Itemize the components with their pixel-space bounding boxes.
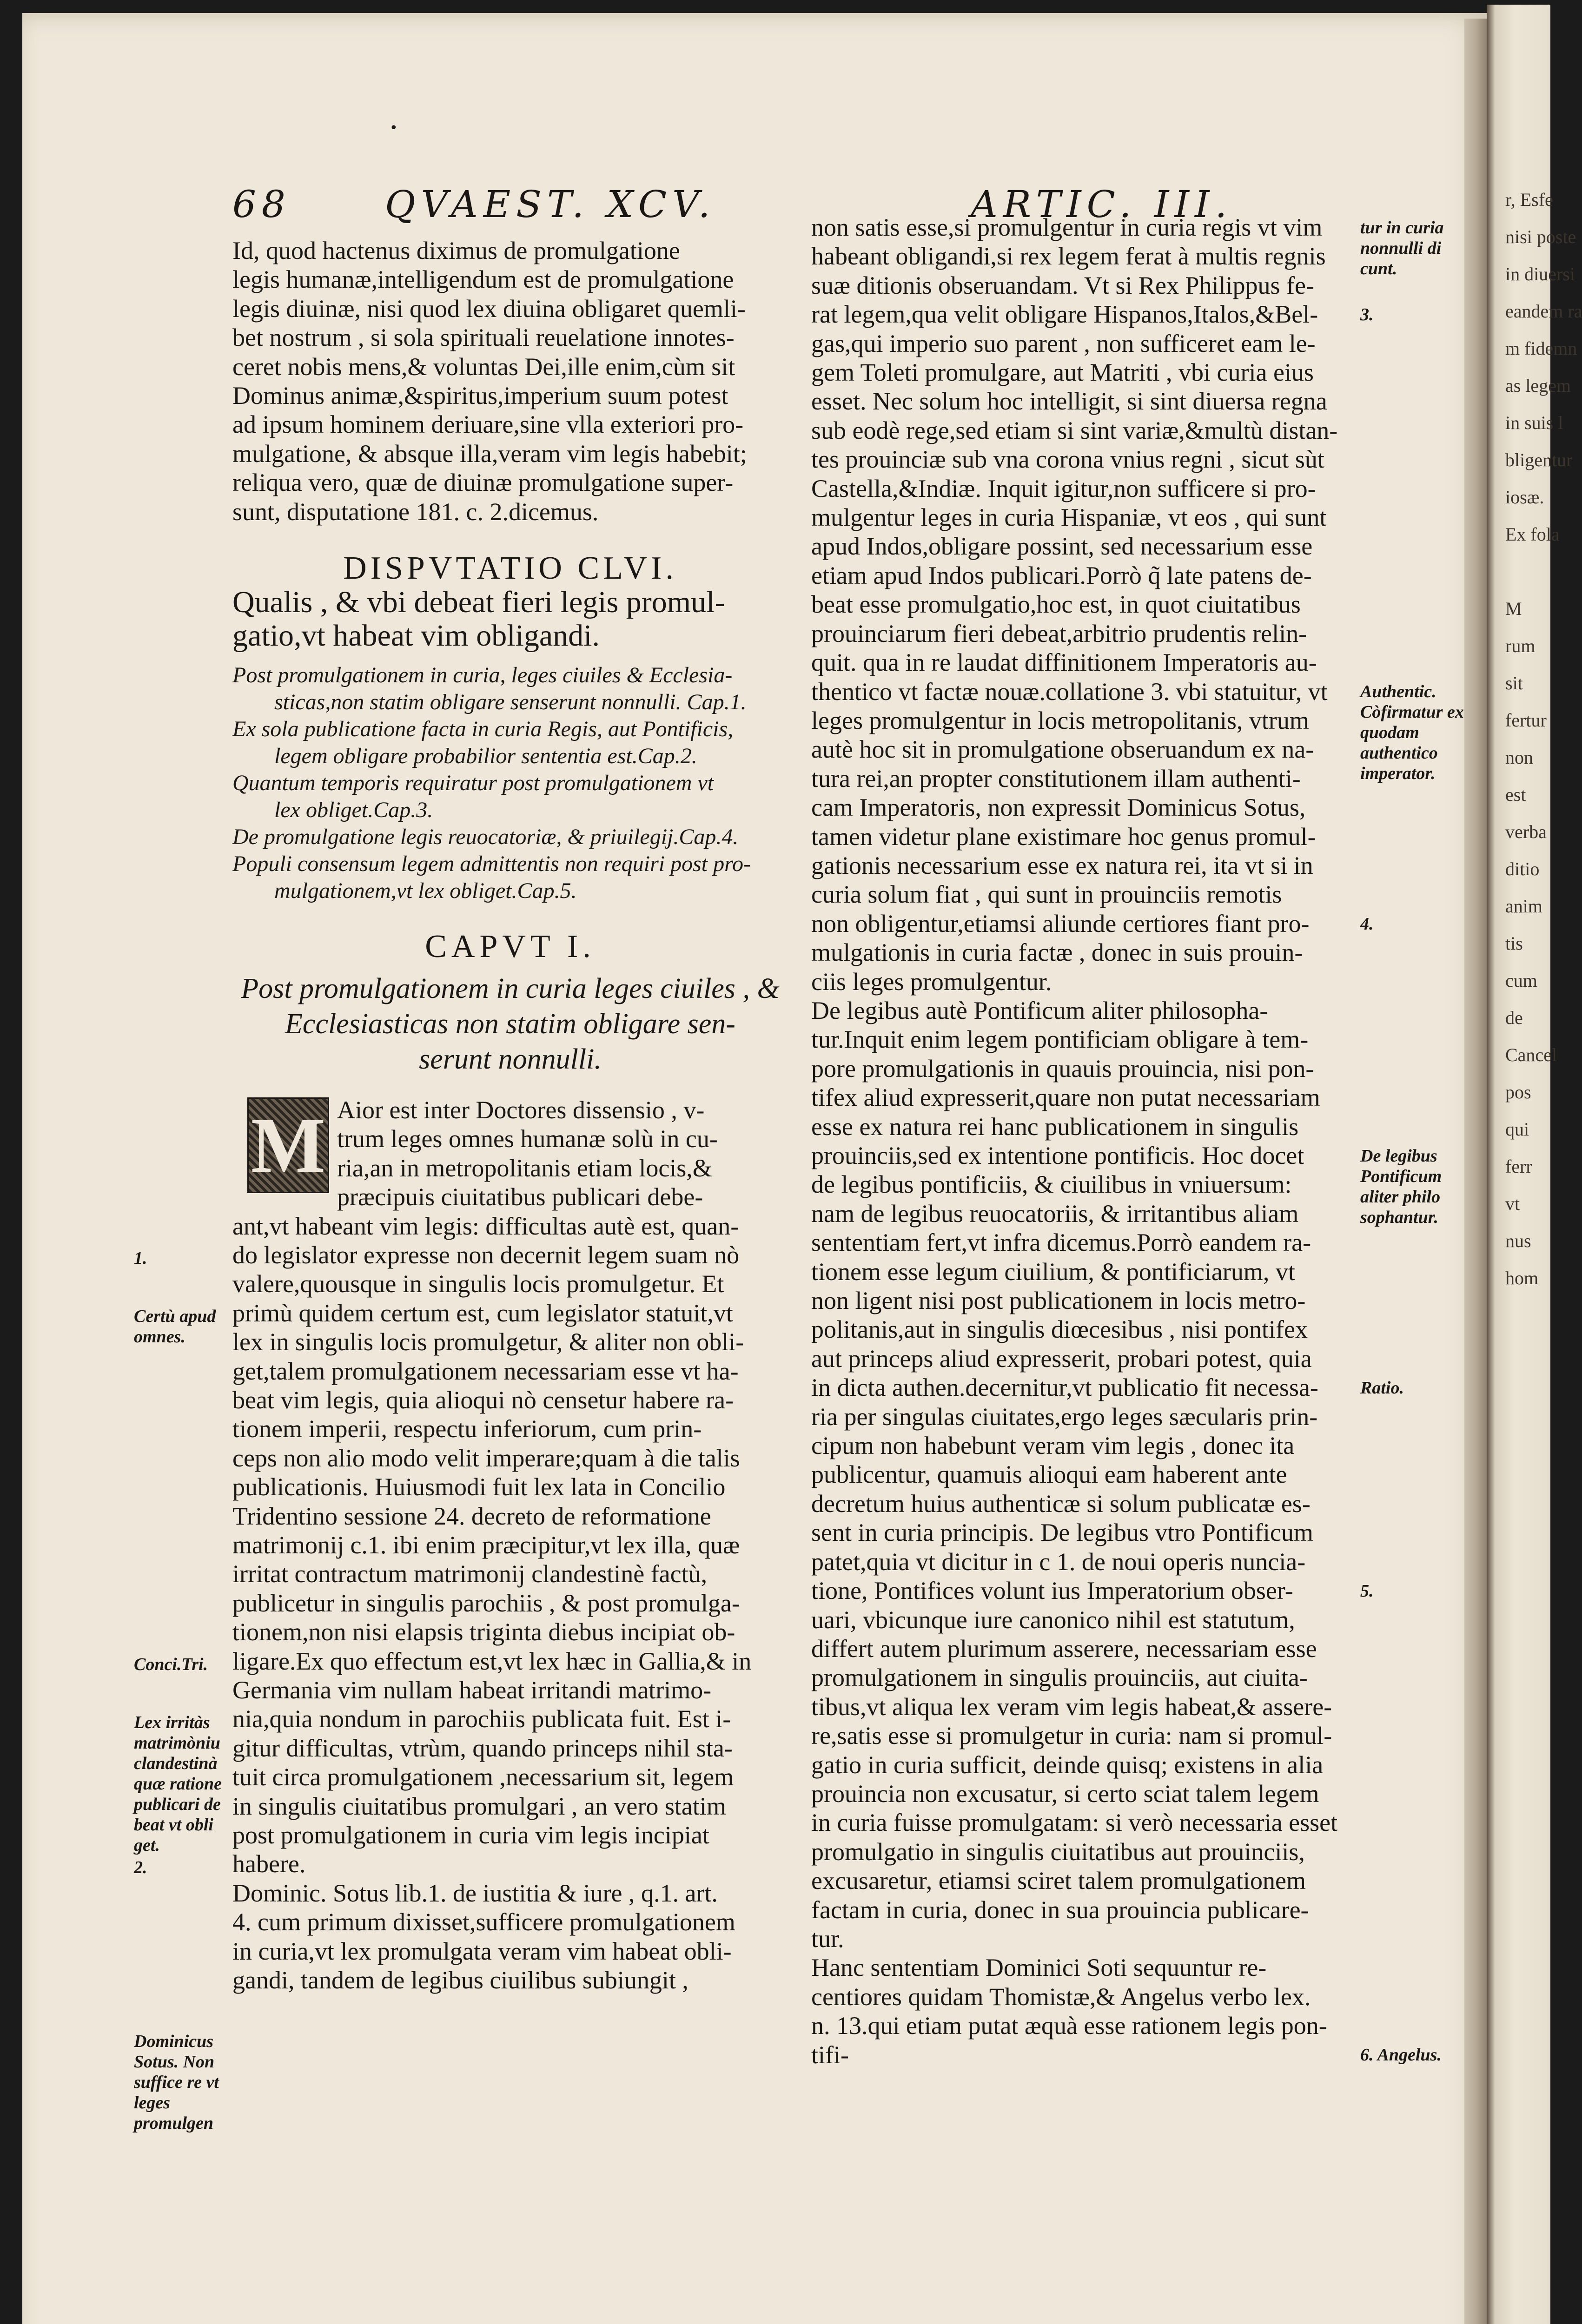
text-line: Tridentino sessione 24. decreto de reformatione	[232, 1502, 711, 1530]
facing-page-text: cum	[1505, 970, 1537, 991]
facing-page-text: ditio	[1505, 858, 1540, 879]
summary-line: Ex sola publicatione facta in curia Regis, aut Pontificis,	[232, 717, 734, 742]
text-line: habere.	[232, 1850, 306, 1878]
facing-page-text: as legem	[1505, 375, 1571, 396]
facing-page-text: in diuersi	[1505, 264, 1575, 284]
page-number: 68	[232, 183, 291, 226]
caput-title-line: serunt nonnulli.	[419, 1043, 602, 1075]
text-line: tifex aliud expresserit,quare non putat necessariam	[811, 1083, 1320, 1112]
text-line: leges promulgentur in locis metropolitanis, vtrum	[811, 706, 1309, 734]
caput-title-line: Post promulgationem in curia leges ciuiles , &	[241, 972, 780, 1004]
margin-note: 3.	[1360, 305, 1374, 325]
text-line: 4. cum primum dixisset,sufficere promulgationem	[232, 1908, 735, 1936]
facing-page-fragment	[1487, 5, 1582, 2324]
body-text	[232, 1212, 788, 1995]
summary-line: mulgationem,vt lex obliget.Cap.5.	[274, 878, 577, 904]
text-line: in singulis ciuitatibus promulgari , an vero statim	[232, 1792, 726, 1820]
text-line: reliqua vero, quæ de diuinæ promulgatione super-	[232, 469, 734, 497]
text-line: Germania vim nullam habeat irritandi matrimo-	[232, 1676, 712, 1704]
text-line: lex in singulis locis promulgetur, & aliter non obli-	[232, 1328, 744, 1356]
text-line: curia solum fiat , qui sunt in prouinciis remotis	[811, 880, 1282, 909]
facing-page-text: sit	[1505, 673, 1523, 693]
text-line: bet nostrum , si sola spirituali reuelatione innotes-	[232, 324, 735, 352]
text-line: ceps non alio modo velit imperare;quam à die talis	[232, 1444, 740, 1472]
text-line: Dominic. Sotus lib.1. de iustitia & iure , q.1. art.	[232, 1879, 718, 1907]
text-line: esse ex natura rei hanc publicationem in singulis	[811, 1112, 1299, 1141]
text-line: apud Indos,obligare possint, sed necessarium esse	[811, 532, 1313, 561]
right-column	[811, 213, 1355, 2069]
text-line: ria,an in metropolitanis etiam locis,&	[337, 1154, 712, 1182]
facing-page-text: est	[1505, 784, 1526, 805]
caput-title-line: Ecclesiasticas non statim obligare sen-	[285, 1008, 735, 1040]
text-line: De legibus autè Pontificum aliter philosopha-	[811, 996, 1268, 1024]
question-line: gatio,vt habeat vim obligandi.	[232, 619, 600, 653]
margin-note: Dominicus Sotus. Non suffice re vt leges promulgen	[134, 2032, 219, 2133]
text-line: Aior est inter Doctores dissensio , v-	[337, 1096, 705, 1124]
facing-page-text: qui	[1505, 1119, 1529, 1140]
facing-page-text: rum	[1505, 635, 1536, 656]
intro-paragraph	[232, 236, 788, 526]
text-line: non ligent nisi post publicationem in locis metro-	[811, 1287, 1306, 1315]
facing-page-text: ferr	[1505, 1156, 1532, 1177]
text-line: mulgentur leges in curia Hispaniæ, vt eos , qui sunt	[811, 503, 1327, 532]
summary-line: Post promulgationem in curia, leges ciuiles & Ecclesia-	[232, 663, 733, 688]
text-line: tura rei,an propter constitutionem illam authenti-	[811, 764, 1301, 792]
text-line: tionem,non nisi elapsis triginta diebus incipiat ob-	[232, 1618, 735, 1646]
summary-line: legem obligare probabilior sententia est.Cap.2.	[274, 744, 697, 769]
text-line: cipum non habebunt veram vim legis , donec ita	[811, 1432, 1295, 1460]
text-line: n. 13.qui etiam putat æquà esse rationem legis pon-	[811, 2012, 1327, 2040]
text-line: præcipuis ciuitatibus publicari debe-	[337, 1183, 703, 1211]
text-line: Dominus animæ,&spiritus,imperium suum potest	[232, 382, 728, 410]
text-line: tamen videtur plane existimare hoc genus promul-	[811, 822, 1316, 851]
text-line: differt autem plurimum asserere, necessariam esse	[811, 1634, 1317, 1663]
facing-page-text: verba	[1505, 821, 1547, 842]
ornamental-initial	[247, 1097, 329, 1193]
text-line: autè hoc sit in promulgatione obseruandum ex na-	[811, 735, 1314, 764]
facing-page-text: Cancel	[1505, 1044, 1557, 1065]
text-line: gas,qui imperio suo parent , non sufficeret eam le-	[811, 329, 1316, 357]
text-line: ad ipsum hominem deriuare,sine vlla exteriori pro-	[232, 410, 744, 439]
text-line: mulgatione, & absque illa,veram vim legis habebit;	[232, 439, 747, 468]
text-line: primù quidem certum est, cum legislator statuit,vt	[232, 1299, 733, 1327]
facing-page-text: tis	[1505, 933, 1523, 954]
text-line: non satis esse,si promulgentur in curia regis vt vim	[811, 213, 1323, 241]
facing-page-text: nisi poste	[1505, 226, 1576, 247]
text-line: gitur difficultas, vtrùm, quando princeps nihil sta-	[232, 1734, 733, 1762]
text-line: gandi, tandem de legibus ciuilibus subiungit ,	[232, 1966, 688, 1994]
margin-note: Certù apud omnes.	[134, 1307, 216, 1347]
facing-page-text: vt	[1505, 1193, 1520, 1214]
text-line: legis humanæ,intelligendum est de promulgatione	[232, 265, 734, 294]
text-line: aut princeps aliud expresserit, probari potest, quia	[811, 1344, 1312, 1373]
text-line: ciis leges promulgentur.	[811, 967, 1052, 996]
margin-note: tur in curia nonnulli di cunt.	[1360, 218, 1444, 278]
margin-note: Lex irritàs matrimòniu clandestinà quæ ratione publicari de beat vt obli get.	[134, 1712, 222, 1855]
text-line: gem Toleti promulgare, aut Matriti , vbi curia eius	[811, 358, 1314, 387]
text-line: quit. qua in re laudat diffinitionem Imperatoris au-	[811, 648, 1317, 677]
text-line: etiam apud Indos publicari.Porrò q̃ late patens de-	[811, 561, 1312, 589]
text-line: trum leges omnes humanæ solù in cu-	[337, 1125, 718, 1153]
facing-page-text: de	[1505, 1007, 1523, 1028]
facing-page-text: hom	[1505, 1268, 1539, 1288]
text-line: uari, vbicunque iure canonico nihil est statutum,	[811, 1605, 1295, 1634]
text-line: de legibus pontificiis, & ciuilibus in vniuersum:	[811, 1170, 1292, 1199]
drop-cap-letter: M	[251, 1101, 326, 1189]
text-line: tur.Inquit enim legem pontificiam obligare à tem-	[811, 1025, 1309, 1054]
text-line: do legislator expresse non decernit legem suam nò	[232, 1241, 740, 1269]
text-line: tionem esse legum ciuilium, & pontificiarum, vt	[811, 1257, 1295, 1286]
question-line: Qualis , & vbi debeat fieri legis promul-	[232, 585, 725, 620]
text-line: sunt, disputatione 181. c. 2.dicemus.	[232, 497, 599, 526]
text-line: prouinciis,sed ex intentione pontificis. Hoc docet	[811, 1142, 1304, 1169]
text-line: thentico vt factæ nouæ.collatione 3. vbi statuitur, vt	[811, 677, 1328, 706]
text-line: get,talem promulgationem necessariam esse vt ha-	[232, 1357, 739, 1385]
text-line: centiores quidam Thomistæ,& Angelus verbo lex.	[811, 1982, 1311, 2011]
left-running-head: QVAEST. XCV.	[385, 183, 716, 226]
text-line: tur.	[811, 1924, 844, 1953]
text-line: irritat contractum matrimonij clandestinè factù,	[232, 1560, 708, 1588]
text-line: promulgatio in singulis ciuitatibus aut prouinciis,	[811, 1837, 1305, 1866]
summary-line: Quantum temporis requiratur post promulgationem vt	[232, 771, 714, 796]
text-line: suæ ditionis obseruandam. Vt si Rex Philippus fe-	[811, 271, 1314, 299]
margin-note: Conci.Tri.	[134, 1655, 208, 1674]
dropcap-lines	[337, 1096, 788, 1212]
text-line: Castella,&Indiæ. Inquit igitur,non sufficere si pro-	[811, 474, 1316, 502]
facing-page-text: non	[1505, 747, 1533, 768]
text-line: decretum huius authenticæ si solum publicatæ es-	[811, 1489, 1311, 1518]
summary-line: De promulgatione legis reuocatoriæ, & priuilegij.Cap.4.	[232, 825, 739, 850]
text-line: sententiam fert,vt infra dicemus.Porrò eandem ra-	[811, 1228, 1311, 1257]
text-line: valere,quousque in singulis locis promulgetur. Et	[232, 1270, 724, 1298]
text-line: beat esse promulgatio,hoc est, in quot ciuitatibus	[811, 590, 1301, 619]
text-line: sub eodè rege,sed etiam si sint variæ,&multù distan-	[811, 416, 1338, 444]
text-line: habeant obligandi,si rex legem ferat à multis regnis	[811, 242, 1326, 271]
text-line: publicetur in singulis parochiis , & post promulga-	[232, 1589, 740, 1617]
margin-note: Authentic. Còfirmatur ex quodam authentico imperator.	[1360, 682, 1464, 784]
facing-page-text: r, Esfe	[1505, 189, 1553, 210]
text-line: post promulgationem in curia vim legis incipiat	[232, 1821, 709, 1849]
caput-title	[232, 971, 788, 1077]
summary-line: Populi consensum legem admittentis non requiri post pro-	[232, 852, 751, 877]
text-line: non obligentur,etiamsi aliunde certiores fiant pro-	[811, 909, 1310, 938]
text-line: cam Imperatoris, non expressit Dominicus Sotus,	[811, 793, 1306, 822]
text-line: prouinciarum fieri debeat,arbitrio prudentis relin-	[811, 619, 1307, 647]
text-line: sent in curia principis. De legibus vtro Pontificum	[811, 1519, 1313, 1547]
text-line: esset. Nec solum hoc intelligit, si sint diuersa regna	[811, 387, 1327, 416]
facing-page-text: pos	[1505, 1082, 1531, 1103]
disputatio-heading: DISPVTATIO CLVI.	[343, 550, 677, 587]
text-line: tionem imperii, respectu inferiorum, cum prin-	[232, 1415, 702, 1443]
margin-note: 2.	[134, 1857, 147, 1877]
caput-heading: CAPVT I.	[425, 929, 596, 965]
chapter-summary	[232, 662, 788, 905]
text-line: gatio in curia sufficit, deinde quisq; existens in alia	[811, 1750, 1324, 1779]
right-running-head: ARTIC. III.	[971, 183, 1233, 226]
text-line: rat legem,qua velit obligare Hispanos,Italos,&Bel-	[811, 300, 1318, 329]
text-line: Hanc sententiam Dominici Soti sequuntur re-	[811, 1954, 1267, 1982]
text-line: patet,quia vt dicitur in c 1. de noui operis nuncia-	[811, 1547, 1306, 1576]
text-line: Id, quod hactenus diximus de promulgatione	[232, 237, 680, 264]
text-line: ria per singulas ciuitates,ergo leges sæcularis prin-	[811, 1402, 1318, 1431]
text-line: tifi-	[811, 2040, 849, 2069]
text-line: in curia fuisse promulgatam: si verò necessaria esset	[811, 1809, 1338, 1837]
text-line: matrimonij c.1. ibi enim præcipitur,vt lex illa, quæ	[232, 1531, 740, 1559]
text-line: tuit circa promulgationem ,necessarium sit, legem	[232, 1763, 734, 1791]
text-line: pore promulgationis in quauis prouincia, nisi pon-	[811, 1054, 1314, 1083]
text-line: politanis,aut in singulis diœcesibus , nisi pontifex	[811, 1315, 1308, 1344]
text-line: publicationis. Huiusmodi fuit lex lata in Concilio	[232, 1473, 726, 1501]
facing-page-text: in suis l	[1505, 412, 1563, 433]
facing-page-text: M	[1505, 598, 1522, 619]
text-line: re,satis esse si promulgetur in curia: nam si promul-	[811, 1722, 1332, 1750]
facing-page-text: anim	[1505, 896, 1542, 917]
margin-note: 6. Angelus.	[1360, 2045, 1442, 2065]
text-line: excusaretur, etiamsi sciret talem promulgationem	[811, 1867, 1306, 1895]
facing-page-text: bligentur	[1505, 449, 1573, 470]
text-line: tione, Pontifices volunt ius Imperatorium obser-	[811, 1577, 1293, 1605]
question-title	[232, 586, 788, 653]
text-line: publicentur, quamuis alioqui eam haberent ante	[811, 1460, 1287, 1489]
text-line: legis diuinæ, nisi quod lex diuina obligaret quemli-	[232, 294, 746, 323]
margin-note: 4.	[1360, 914, 1374, 934]
summary-line: lex obliget.Cap.3.	[274, 798, 433, 823]
text-line: ant,vt habeant vim legis: difficultas autè est, quan-	[232, 1212, 739, 1240]
text-line: nia,quia nondum in parochiis publicata fuit. Est i-	[232, 1705, 731, 1733]
text-line: tibus,vt aliqua lex veram vim legis habeat,& assere-	[811, 1692, 1332, 1721]
margin-note: 1.	[134, 1248, 147, 1268]
margin-note: De legibus Pontificum aliter philo sophantur.	[1360, 1146, 1442, 1227]
text-line: gationis necessarium esse ex natura rei, ita vt si in	[811, 851, 1313, 879]
text-line: tes prouinciæ sub vna corona vnius regni , sicut sùt	[811, 445, 1324, 474]
summary-line: sticas,non statim obligare senserunt nonnulli. Cap.1.	[274, 690, 747, 715]
text-line: nam de legibus reuocatoriis, & irritantibus aliam	[811, 1199, 1299, 1228]
text-line: ligare.Ex quo effectum est,vt lex hæc in Gallia,& in	[232, 1647, 752, 1675]
margin-note: Ratio.	[1360, 1378, 1404, 1398]
facing-page-text: m fidemn	[1505, 338, 1577, 359]
text-line: prouincia non excusatur, si certo sciat talem legem	[811, 1779, 1319, 1808]
left-column	[232, 236, 788, 1994]
margin-note: 5.	[1360, 1581, 1374, 1601]
text-line: in dicta authen.decernitur,vt publicatio fit necessa-	[811, 1373, 1318, 1402]
text-line: promulgationem in singulis prouinciis, aut ciuita-	[811, 1664, 1308, 1692]
text-line: factam in curia, donec in sua prouincia publicare-	[811, 1895, 1309, 1924]
facing-page-text: nus	[1505, 1230, 1531, 1251]
facing-page-text: Ex fola	[1505, 524, 1560, 545]
book-page	[22, 13, 1487, 2324]
text-line: beat vim legis, quia alioqui nò censetur habere ra-	[232, 1386, 734, 1414]
text-line: mulgationis in curia factæ , donec in suis prouin-	[811, 938, 1303, 967]
text-line: in curia,vt lex promulgata veram vim habeat obli-	[232, 1937, 732, 1965]
facing-page-text: eandem ra	[1505, 301, 1582, 322]
ink-speck: •	[390, 120, 398, 136]
dropcap-block	[232, 1096, 788, 1212]
facing-page-text: fertur	[1505, 710, 1547, 731]
text-line: ceret nobis mens,& voluntas Dei,ille enim,cùm sit	[232, 352, 735, 381]
facing-page-text: iosæ.	[1505, 487, 1544, 508]
